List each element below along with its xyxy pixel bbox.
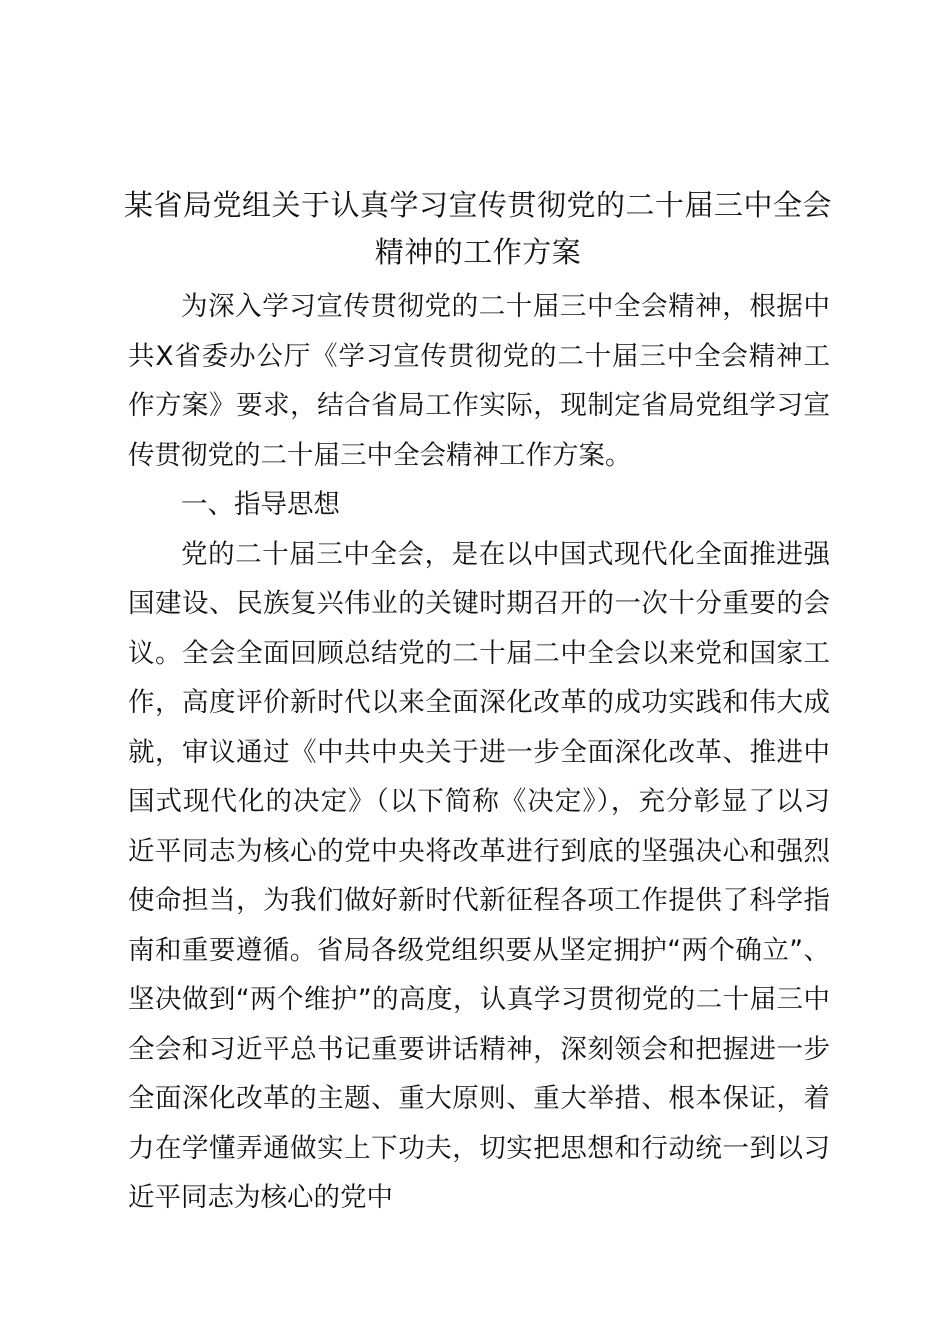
document-title — [118, 182, 838, 276]
title-line-2: 精神的工作方案 — [374, 235, 582, 269]
section-paragraph-guiding-ideology: 党的二十届三中全会，是在以中国式现代化全面推进强国建设、民族复兴伟业的关键时期召开的一次十分重要的会议。全会全面回顾总结党的二十届二中全会以来党和国家工作，高度评价新时代以来全面深化改革的成功实践和伟大成就，审议通过《中共中央关于进一步全面深化改革、推进中国式现代化的决定》（以下简称《决定》），充分彰显了以习近平同志为核心的党中央将改革进行到底的坚强决心和强烈使命担当，为我们做好新时代新征程各项工作提供了科学指南和重要遵循。省局各级党组织要从坚定拥护“两个确立”、坚决做到“两个维护”的高度，认真学习贯彻党的二十届三中全会和习近平总书记重要讲话精神，深刻领会和把握进一步全面深化改革的主题、重大原则、重大举措、根本保证，着力在学懂弄通做实上下功夫，切实把思想和行动统一到以习近平同志为核心的党中 — [128, 538, 830, 1213]
document-body — [128, 282, 830, 1223]
title-line-1: 某省局党组关于认真学习宣传贯彻党的二十届三中全会 — [123, 188, 832, 222]
section-heading-guiding-ideology: 一、指导思想 — [181, 489, 340, 520]
intro-paragraph: 为深入学习宣传贯彻党的二十届三中全会精神，根据中共X省委办公厅《学习宣传贯彻党的二十届三中全会精神工作方案》要求，结合省局工作实际，现制定省局党组学习宣传贯彻党的二十届三中全会精神工作方案。 — [128, 291, 830, 471]
